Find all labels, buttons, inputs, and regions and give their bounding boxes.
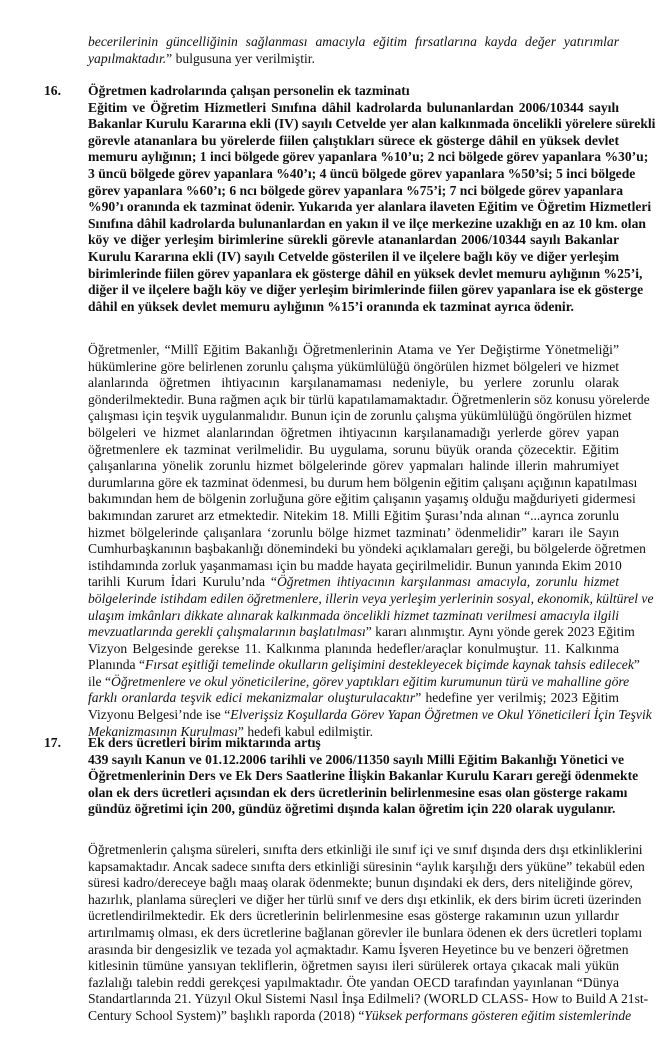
text-run: alanlarında öğretmen ihtiyacının karşılanamaması nedeniyle, bu yerlere zorunlu olarak <box>88 375 619 391</box>
bold-text-line: birimlerinde fiilen görev yapanlara ek gösterge dâhil en yüksek devlet memuru aylığının %25’i, <box>88 265 643 281</box>
text-run: Vizyon Belgesinde gerekse 11. Kalkınma planında hedefler/araçlar konulmuştur. 11. Kalkınma <box>88 640 619 656</box>
bold-text-line: Kurulu Kararına ekli (IV) sayılı Cetvelde gösterilen il ve ilçelere bağlı köy ve diğer yerleşim <box>88 248 620 264</box>
section-16-provision <box>88 99 656 316</box>
text-run: tarihli Kurum İdari Kurulu’nda “ <box>88 574 277 590</box>
text-run: artırılmamış olması, ek ders ücretlerine bağlanan görevler ile bunlara ödenen ek ders ücretleri toplamı <box>88 924 643 940</box>
text-line <box>88 442 619 459</box>
section-16-title: Öğretmen kadrolarında çalışan personelin ek tazminatı <box>88 83 410 98</box>
section-17-body-paragraph <box>88 842 649 1025</box>
italic-quote-run: Öğretmenlere ve okul yöneticilerine, görev yaptıkları eğitim kurumunun türü ve mahalline göre <box>111 673 630 689</box>
text-line <box>88 425 619 442</box>
text-run: ” bulgusuna yer verilmiştir. <box>166 50 315 66</box>
text-run: Standartlarında 21. Yüzyıl Okul Sistemi Nasıl İnşa Edilmeli? (WORLD CLASS- How to Build A 21st- <box>88 991 649 1007</box>
text-line <box>88 34 619 51</box>
text-run: süresi kadro/dereceye bağlı maaş olarak ödenmekte; bunun dışındaki ek ders, ders niteliğinde görev, <box>88 875 633 891</box>
text-line <box>88 474 638 492</box>
text-run: bölgeleri ve hizmet alanlarından öğretmen ihtiyacının karşılanamadığı yerlerde görev yapan <box>88 424 619 440</box>
text-line <box>88 842 643 859</box>
text-line <box>88 924 643 942</box>
text-run: ile “ <box>88 673 112 689</box>
text-run: ücretlendirilmektedir. Ek ders ücretlerinin belirlenmesine esas gösterge rakamının uzun yıllardır <box>88 908 619 924</box>
bold-text-line: memuru aylığının; 1 inci bölgede görev yapanlara %10’u; 2 nci bölgede görev yapanlara %30’u; <box>88 149 649 165</box>
text-run: Planında “ <box>88 657 146 673</box>
text-run: Cumhurbaşkanının başbakanlığı dönemindeki bu yöndeki açıklamaları gereği, bu bölgelerde öğretmen <box>88 541 646 557</box>
text-line <box>88 342 619 359</box>
bold-text-line: diğer il ve ilçelere bağlı köy ve diğer yerleşim birimlerinde fiilen görev yapanlara ise ek gösterge <box>88 282 644 298</box>
text-line <box>88 958 619 975</box>
text-line <box>88 508 619 525</box>
italic-quote-run: becerilerinin güncelliğinin sağlanması amacıyla eğitim fırsatlarına kayda değer yatırımlar <box>88 34 619 49</box>
text-line <box>88 541 646 558</box>
section-16 <box>88 83 656 315</box>
text-line <box>88 875 633 892</box>
section-16-number: 16. <box>44 83 61 98</box>
text-run: bakımından zaruret arz etmektedir. Nitekim 18. Milli Eğitim Şurası’nda alınan “...ayrıca zorunlu <box>88 507 619 523</box>
italic-quote-run: farklı oranlarda teşvik edici mekanizmalar oluşturulacaktır <box>88 690 416 706</box>
text-run: kapsamaktadır. Ancak sadece sınıfta ders etkinliği süresinin “aylık karşılığı ders yüküne” tekabül eden <box>88 858 645 874</box>
text-line <box>88 975 619 992</box>
italic-quote-run: Elverişsiz Koşullarda Görev Yapan Öğretmen ve Okul Yöneticileri İçin Teşvik <box>230 707 652 723</box>
text-run: Vizyonu Belgesi’nde ise “ <box>88 707 231 723</box>
text-run: istihdamında zorluk yaşanmaması için bu madde hayata geçirilmelidir. Bunun yanında Ekim 2010 <box>88 557 622 573</box>
text-line <box>88 590 654 608</box>
bold-text-line: dâhil en yüksek devlet memuru aylığının %15’i oranında ek tazminat ayrıca ödenir. <box>88 298 574 314</box>
text-line <box>88 491 636 508</box>
intro-paragraph-tail <box>88 34 619 67</box>
text-run: çalışması için teşvik uygulanmalıdır. Bunun için de zorunlu çalışma yükümlülüğü öngörülen hizmet <box>88 408 632 424</box>
italic-quote-run: Mekanizmasının Kurulması <box>88 723 238 739</box>
bold-text-line: %90’ı oranında ek tazminat ödenir. Yukarıda yer alanlara ilaveten Eğitim ve Öğretim Hizmetleri <box>88 199 652 215</box>
text-run: kitlesinin tümüne yansıyan tekliflerin, öğretmen sayısı ileri sürülerek ortaya çıkacak mali yükün <box>88 958 619 974</box>
section-17-title: Ek ders ücretleri birim miktarında artış <box>88 735 321 750</box>
text-run: Öğretmenler, “Millî Eğitim Bakanlığı Öğretmenlerinin Atama ve Yer Değiştirme Yönetmeliği” <box>88 342 619 357</box>
text-run: öğretmenlere ek tazminat verilmelidir. Bu uygulama, sorunu büyük oranda çözecektir. Eğitim <box>88 441 619 457</box>
text-line <box>88 991 649 1008</box>
italic-quote-run: ulaşım imkânları dikkate alınarak kalkınmada öncelikli hizmet tazminatı verilmesi amacıyla ilgili <box>88 607 619 623</box>
text-run: çalışanlarına yönelik zorunlu hizmet bölgelerinde görev yapmaları halinde illerin mahrumiyet <box>88 458 619 474</box>
section-17-provision <box>88 751 639 818</box>
text-run: gönderilmektedir. Buna rağmen açık bir türlü kapatılamamaktadır. Öğretmenlerin söz konusu yörelerde <box>88 391 650 407</box>
text-line <box>88 908 619 925</box>
text-line <box>88 1007 632 1025</box>
text-run: hükümlerine göre belirlenen zorunlu çalışma yükümlülüğü öngörülen hizmet bölgeleri ve hizmet <box>88 358 619 374</box>
text-run: ” <box>633 657 640 673</box>
section-17 <box>88 735 639 818</box>
text-line <box>88 858 645 876</box>
text-line <box>88 891 642 909</box>
text-line <box>88 690 619 707</box>
text-line <box>88 641 619 658</box>
text-line <box>88 391 650 409</box>
bold-text-line: olan ek ders ücretleri açısından ek ders ücretlerinin belirlenmesine esas olan gösterge rakamı <box>88 784 628 800</box>
text-run: Century School System)” başlıklı raporda (2018) “ <box>88 1007 365 1023</box>
text-line <box>88 624 635 641</box>
text-run: hazırlık, planlama süreçleri ve diğer her türlü sınıf ve ders dışı etkinlik, ek ders birim ücreti üzerinden <box>88 891 642 907</box>
text-run: durumlarına göre ek tazminat ödenmesi, bu durum hem bölgenin eğitim çalışanı açığının kapatılması <box>88 474 638 490</box>
bold-text-line: Öğretmenlerinin Ders ve Ek Ders Saatlerine İlişkin Bakanlar Kurulu Kararı gereği ödenmekte <box>88 768 639 784</box>
text-line <box>88 608 619 625</box>
text-line <box>88 574 619 591</box>
bold-text-line: görevle atananlara bu yörelerde fiilen çalıştıkları sürece ek gösterge dâhil en yüksek devlet <box>88 132 619 148</box>
bold-text-line: Bakanlar Kurulu Kararına ekli (IV) sayılı Cetvelde yer alan kalkınmada öncelikli yörelere sürekli <box>88 116 656 132</box>
text-run: bakımından hem de bölgenin zorluğuna göre eğitim çalışanın yaşamış olduğu mağduriyeti gidermesi <box>88 491 636 507</box>
text-line <box>88 707 652 724</box>
bold-text-line: gündüz öğretimi için 200, gündüz öğretimi dışında kalan öğretim için 220 olarak uygulanır. <box>88 801 616 817</box>
text-run: ” kararı alınmıştır. Aynı yönde gerek 2023 Eğitim <box>365 624 635 640</box>
bold-text-line: görev yapanlara %60’ı; 6 ncı bölgede görev yapanlara %75’i; 7 nci bölgede görev yapanlara <box>88 182 624 198</box>
text-line <box>88 557 622 575</box>
bold-text-line: 3 üncü bölgede görev yapanlara %40’ı; 4 üncü bölgede görev yapanlara %50’si; 5 inci bölgede <box>88 165 636 181</box>
text-line <box>88 941 629 959</box>
bold-text-line: köy ve diğer yerleşim birimlerine sürekli görevle atananlardan 2006/10344 sayılı Bakanlar <box>88 232 619 248</box>
italic-quote-run: Öğretmen ihtiyacının karşılanması amacıyla, zorunlu hizmet <box>276 574 619 590</box>
text-line <box>88 458 619 475</box>
italic-quote-run: bölgelerinde istihdam edilen öğretmenlere, illerin veya yerleşim yerlerinin sosyal, ekonomik, kültürel ve <box>88 590 654 606</box>
text-run: ” hedefine yer verilmiş; 2023 Eğitim <box>415 690 619 706</box>
bold-text-line: 439 sayılı Kanun ve 01.12.2006 tarihli ve 2006/11350 sayılı Milli Eğitim Bakanlığı Yönetici ve <box>88 751 625 767</box>
text-run: hizmet bölgelerinde çalışanlara ‘zorunlu bölge hizmet tazminatı’ ödenmelidir” kararı ile Sayın <box>88 524 619 540</box>
text-run: ” hedefi kabul edilmiştir. <box>237 723 374 739</box>
text-line <box>88 375 619 392</box>
text-line <box>88 525 619 542</box>
text-line <box>88 359 619 376</box>
text-run: arasında bir dengesizlik ve tezada yol açmaktadır. Kamu İşveren Heyetince bu ve benzeri öğretmen <box>88 941 629 957</box>
section-17-number: 17. <box>44 735 61 750</box>
text-line <box>88 51 619 68</box>
text-run: Öğretmenlerin çalışma süreleri, sınıfta ders etkinliği ile sınıf içi ve sınıf dışında ders dışı etkinliklerini <box>88 842 643 857</box>
text-line <box>88 408 632 425</box>
bold-text-line: Eğitim ve Öğretim Hizmetleri Sınıfına dâhil kadrolarda bulunanlardan 2006/10344 sayılı <box>88 99 619 115</box>
bold-text-line: Sınıfına dâhil kadrolarda bulunanlardan en yakın il ve ilçe merkezine uzaklığı en az 10 km. olan <box>88 215 646 231</box>
italic-quote-run: yapılmaktadır. <box>88 50 167 66</box>
italic-quote-run: Fırsat eşitliği temelinde okulların gelişimini destekleyecek biçimde kaynak tahsis edilecek <box>145 657 634 673</box>
text-run: fazlalığı talebin reddi gerekçesi yapılmaktadır. Öte yandan OECD tarafından yayınlanan “Dünya <box>88 974 619 990</box>
text-line <box>88 657 640 674</box>
text-line <box>88 673 630 691</box>
italic-quote-run: mevzuatlarında gerekli çalışmalarının başlatılması <box>88 624 366 640</box>
italic-quote-run: Yüksek performans gösteren eğitim sistemlerinde <box>364 1007 632 1023</box>
section-16-body-paragraph <box>88 342 654 740</box>
